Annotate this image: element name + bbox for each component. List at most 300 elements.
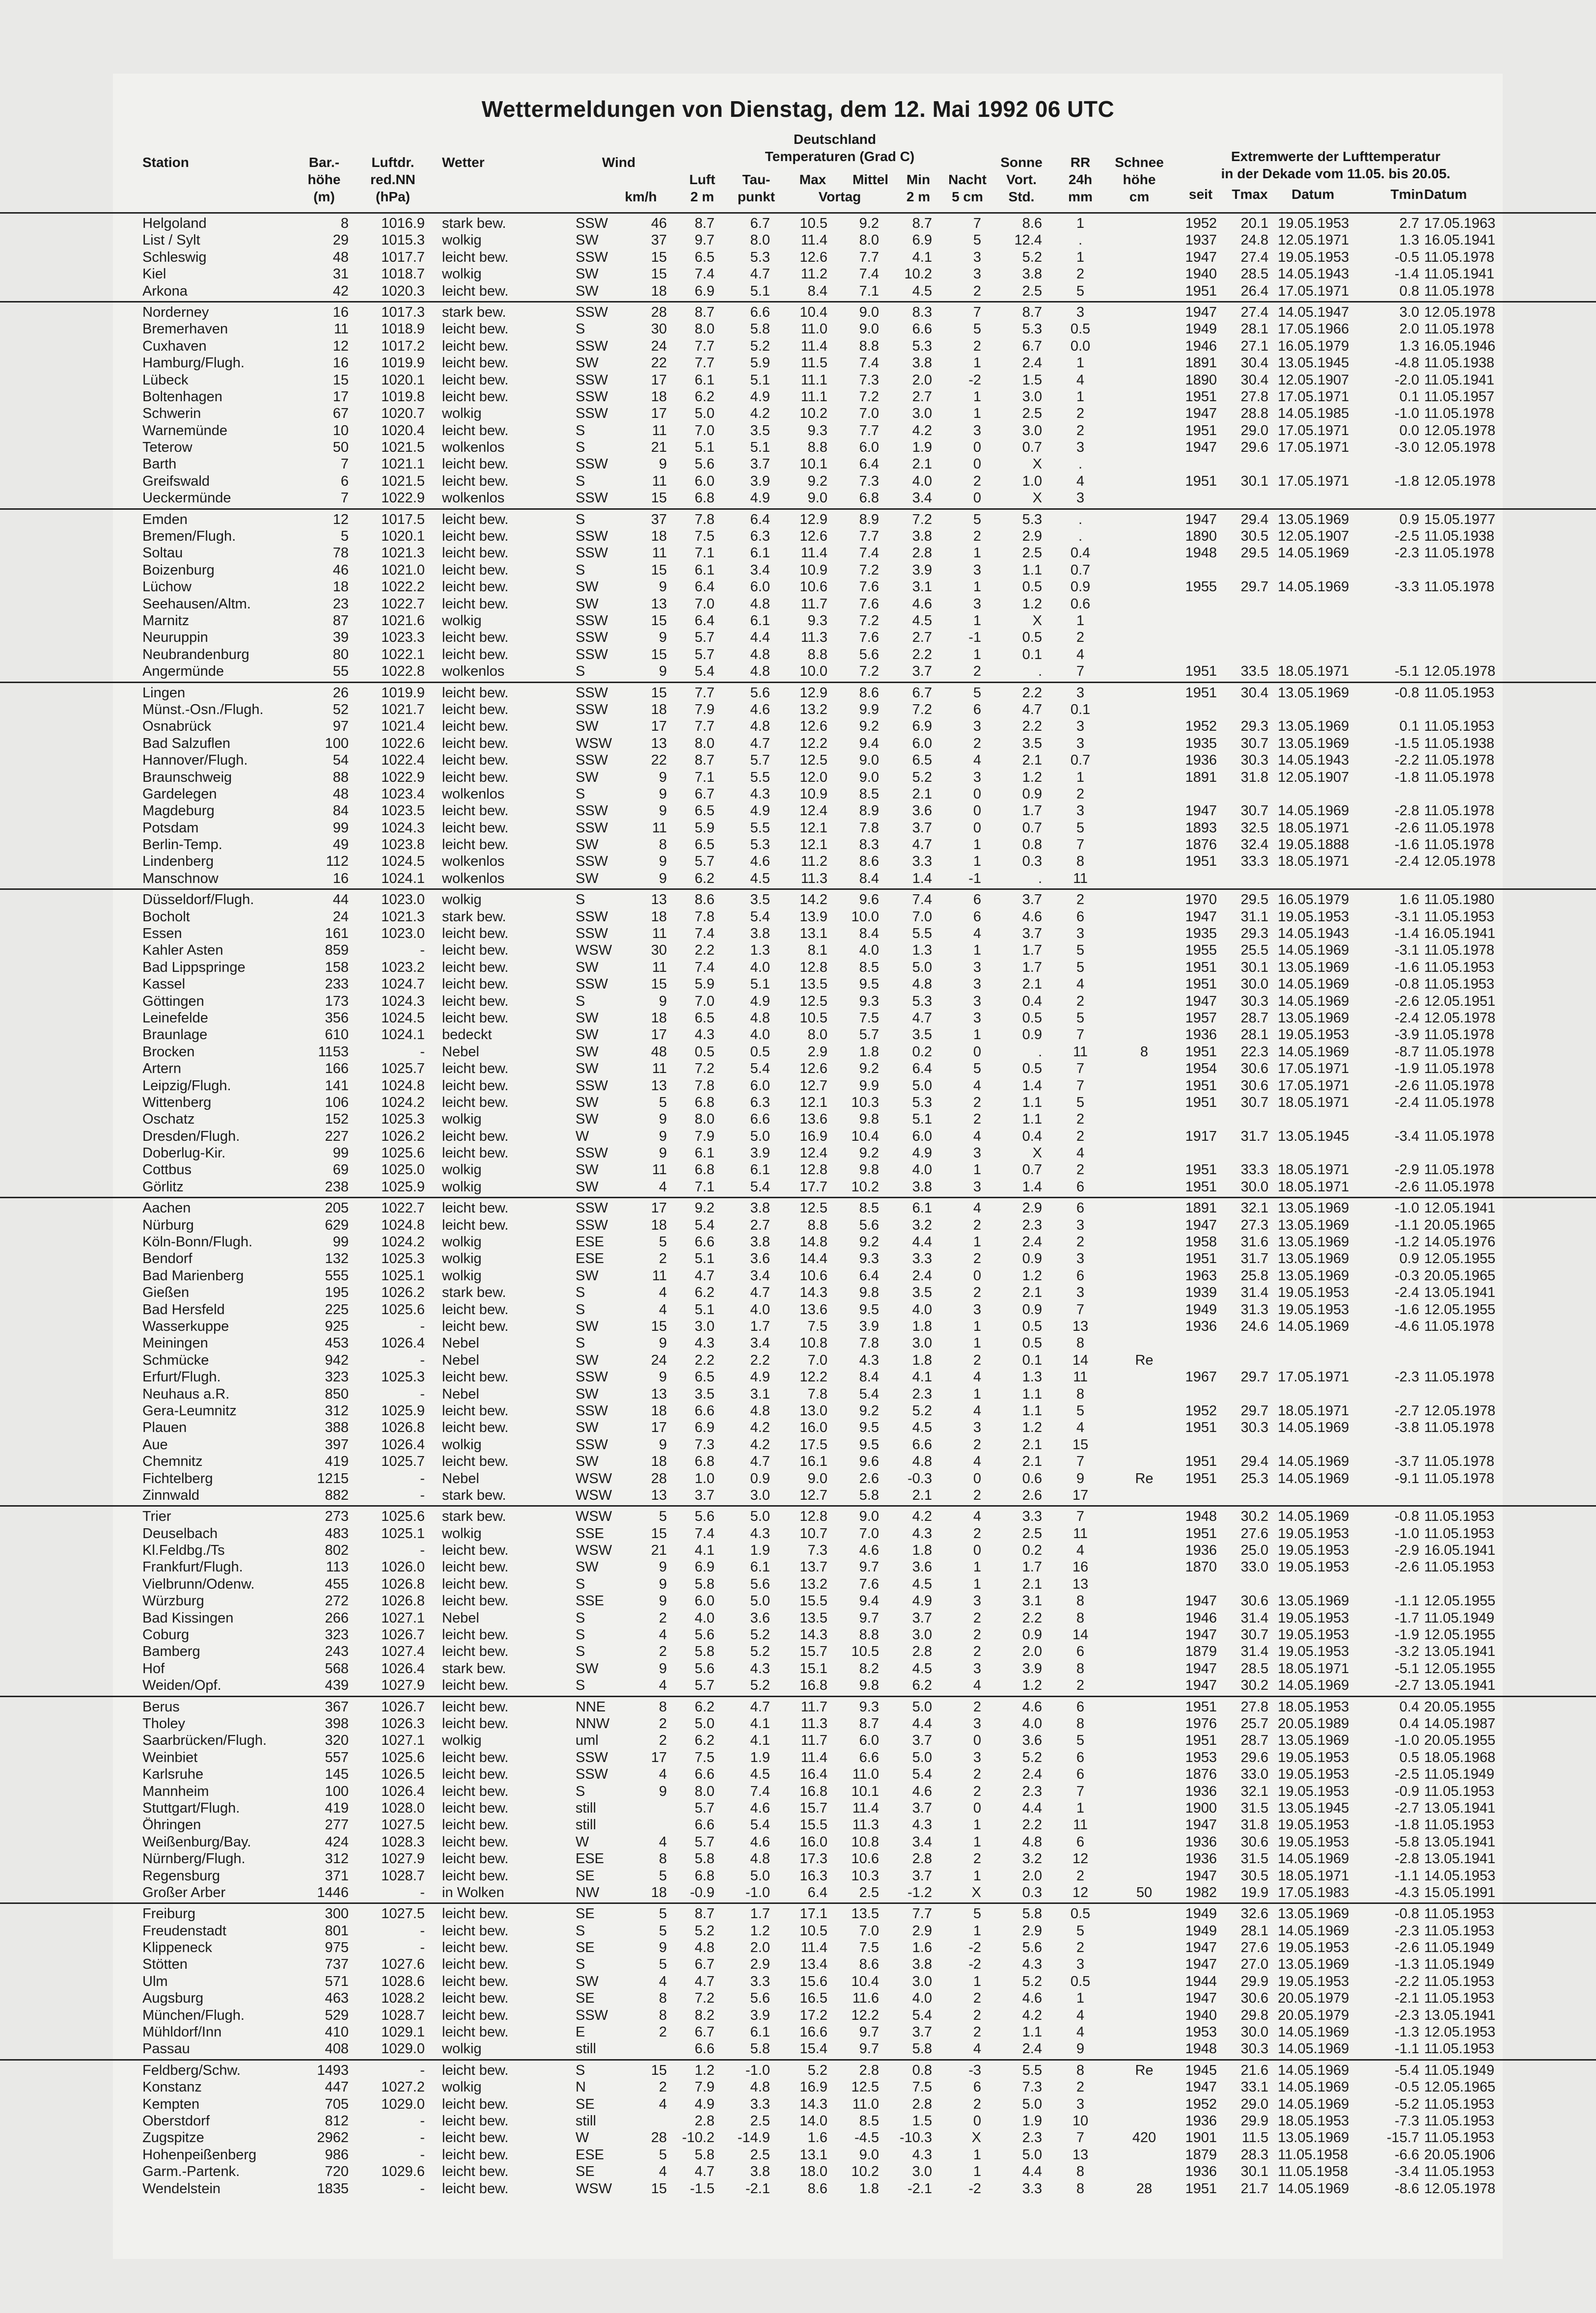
cell-nacht: 3 (973, 1145, 981, 1161)
cell-mittel: 6.8 (859, 490, 879, 506)
cell-luft: 5.6 (694, 456, 715, 472)
cell-barhoehe: 10 (332, 422, 349, 439)
cell-wind-dir: WSW (576, 1542, 612, 1559)
cell-rr: 2 (1076, 892, 1085, 908)
cell-mittel: 11.4 (852, 1800, 879, 1816)
cell-wetter: wolkenlos (442, 440, 505, 456)
cell-sonne: 0.7 (1022, 820, 1042, 836)
cell-wetter: leicht bew. (442, 1369, 509, 1385)
cell-barhoehe: 439 (325, 1678, 349, 1694)
cell-luft: 7.4 (694, 1525, 715, 1542)
cell-wind-speed: 21 (651, 440, 667, 456)
cell-luft: 5.7 (694, 1800, 715, 1816)
cell-luftdruck: 1025.1 (381, 1525, 425, 1542)
cell-taupunkt: 4.8 (750, 646, 770, 662)
cell-luft: 6.6 (694, 2041, 715, 2057)
cell-datum-min: 11.05.1949 (1424, 2062, 1494, 2078)
cell-max: 16.3 (799, 1868, 827, 1884)
cell-nacht: 2 (973, 1111, 981, 1128)
cell-wetter: leicht bew. (442, 422, 509, 439)
cell-luftdruck: 1023.8 (381, 837, 425, 853)
cell-tmin: -1.5 (1395, 735, 1419, 751)
cell-wetter: wolkenlos (442, 786, 505, 802)
cell-sonne: 0.7 (1022, 440, 1042, 456)
cell-seit: 1935 (1185, 926, 1217, 942)
cell-rr: 3 (1076, 440, 1085, 456)
cell-datum-min: 11.05.1953 (1424, 2130, 1494, 2146)
table-row (0, 422, 1596, 439)
cell-station: Fichtelberg (142, 1470, 213, 1487)
cell-wind-dir: S (576, 1627, 585, 1643)
cell-wind-speed: 18 (651, 1403, 667, 1419)
table-row (0, 646, 1596, 663)
cell-rr: 6 (1076, 1766, 1085, 1783)
cell-wind-dir: SSW (576, 1436, 608, 1453)
cell-station: Norderney (142, 304, 209, 320)
cell-wind-dir: SW (576, 1386, 599, 1402)
cell-tmax: 30.0 (1240, 2024, 1268, 2040)
cell-station: Schmücke (142, 1352, 209, 1368)
cell-luftdruck: 1019.9 (381, 355, 425, 371)
cell-nacht: 1 (973, 854, 981, 870)
cell-max: 11.7 (800, 1733, 827, 1749)
cell-datum-max: 17.05.1971 (1278, 1077, 1349, 1094)
cell-wetter: leicht bew. (442, 1128, 509, 1144)
cell-tmax: 32.5 (1240, 820, 1268, 836)
cell-seit: 1890 (1185, 528, 1217, 545)
cell-min: 1.5 (912, 2113, 932, 2129)
cell-luft: 5.7 (694, 630, 715, 646)
cell-seit: 1952 (1185, 216, 1217, 231)
cell-barhoehe: 1153 (318, 1044, 349, 1060)
cell-min: 4.4 (912, 1234, 932, 1250)
cell-nacht: 7 (973, 216, 981, 231)
cell-min: 5.3 (912, 338, 932, 354)
table-row (0, 562, 1596, 578)
cell-taupunkt: 5.6 (750, 1576, 770, 1592)
cell-rr: 7 (1076, 663, 1085, 680)
cell-datum-min: 12.05.1955 (1424, 1301, 1496, 1318)
cell-wetter: leicht bew. (442, 511, 509, 527)
cell-mittel: 9.6 (859, 892, 879, 908)
cell-luftdruck: 1028.3 (381, 1834, 425, 1850)
cell-barhoehe: 18 (332, 579, 349, 595)
cell-max: 7.3 (807, 1542, 827, 1559)
cell-rr: 1 (1076, 1990, 1085, 2007)
cell-barhoehe: 152 (325, 1111, 349, 1128)
cell-luft: 6.7 (694, 2024, 715, 2040)
cell-taupunkt: 5.0 (750, 1128, 770, 1144)
cell-station: Ulm (142, 1973, 168, 1989)
cell-tmin: 0.8 (1399, 283, 1419, 299)
cell-tmax: 30.3 (1240, 2041, 1268, 2057)
cell-wetter: stark bew. (442, 1509, 506, 1525)
cell-min: 7.2 (912, 701, 932, 717)
cell-mittel: 9.6 (859, 1454, 879, 1470)
cell-min: 4.1 (912, 249, 932, 265)
cell-luft: 8.7 (694, 1906, 715, 1922)
cell-station: Cuxhaven (142, 338, 207, 354)
cell-wind-speed: 13 (651, 892, 667, 908)
cell-station: Teterow (142, 440, 193, 456)
cell-wind-speed: 9 (659, 1111, 667, 1128)
cell-luftdruck: 1025.3 (381, 1369, 425, 1385)
cell-taupunkt: 6.4 (750, 511, 770, 527)
cell-seit: 1935 (1185, 735, 1217, 751)
cell-sonne: 1.7 (1022, 1559, 1042, 1575)
cell-rr: 5 (1076, 1094, 1085, 1110)
cell-wind-dir: SW (576, 1559, 599, 1575)
cell-datum-min: 14.05.1953 (1424, 1868, 1496, 1884)
cell-tmax: 30.7 (1240, 803, 1268, 819)
cell-min: 3.6 (912, 803, 932, 819)
cell-datum-min: 12.05.1955 (1424, 1593, 1496, 1609)
cell-sonne: 1.5 (1022, 372, 1042, 388)
cell-taupunkt: 3.8 (750, 1234, 770, 1250)
cell-wetter: leicht bew. (442, 2062, 509, 2078)
cell-luftdruck: 1026.2 (381, 1128, 425, 1144)
cell-seit: 1951 (1185, 1454, 1217, 1470)
cell-mittel: 9.3 (859, 1251, 879, 1267)
cell-wind-dir: NNE (576, 1699, 606, 1715)
cell-mittel: 7.2 (859, 388, 879, 405)
cell-sonne: X (1032, 612, 1042, 629)
cell-wind-dir: SW (576, 1010, 599, 1026)
cell-rr: 1 (1076, 216, 1085, 231)
cell-barhoehe: 15 (332, 372, 349, 388)
cell-rr: 7 (1076, 1027, 1085, 1043)
cell-datum-min: 18.05.1968 (1424, 1749, 1496, 1765)
cell-wind-speed: 9 (659, 854, 667, 870)
cell-tmax: 28.1 (1240, 1027, 1268, 1043)
cell-rr: 7 (1076, 1509, 1085, 1525)
cell-datum-min: 11.05.1978 (1424, 1061, 1494, 1077)
table-row (0, 1660, 1596, 1677)
cell-nacht: 3 (973, 1420, 981, 1436)
cell-min: 6.9 (912, 718, 932, 735)
cell-wind-speed: 2 (659, 1610, 667, 1626)
header-luftdr-2: red.NN (370, 172, 415, 187)
cell-mittel: 5.4 (859, 1386, 879, 1402)
cell-mittel: 8.3 (859, 837, 879, 853)
cell-wetter: leicht bew. (442, 735, 509, 751)
cell-wind-dir: SSW (576, 216, 608, 231)
cell-seit: 1951 (1185, 1251, 1217, 1267)
cell-rr: 7 (1076, 2130, 1085, 2146)
cell-tmin: -1.9 (1395, 1061, 1419, 1077)
cell-wind-speed: 9 (659, 769, 667, 785)
cell-barhoehe: 272 (325, 1593, 349, 1609)
cell-nacht: 1 (973, 646, 981, 662)
cell-seit: 1951 (1185, 1094, 1217, 1110)
cell-luft: 9.2 (694, 1200, 715, 1216)
cell-mittel: 9.8 (859, 1285, 879, 1301)
cell-tmin: -1.0 (1395, 406, 1419, 422)
cell-luftdruck: 1026.2 (381, 1285, 425, 1301)
cell-wind-speed: 48 (651, 1044, 667, 1060)
cell-barhoehe: 23 (332, 596, 349, 612)
cell-rr: 4 (1076, 976, 1085, 992)
cell-datum-min: 20.05.1906 (1424, 2147, 1496, 2163)
cell-barhoehe: 323 (325, 1627, 349, 1643)
station-group (0, 301, 1596, 508)
cell-tmin: -1.0 (1395, 1200, 1419, 1216)
table-row (0, 1699, 1596, 1715)
table-row (0, 1884, 1596, 1901)
header-bar-3: (m) (313, 189, 335, 204)
cell-station: Gießen (142, 1285, 190, 1301)
cell-luftdruck: 1021.5 (381, 440, 425, 456)
cell-tmax: 30.4 (1240, 355, 1268, 371)
table-row (0, 1145, 1596, 1161)
cell-datum-max: 17.05.1971 (1278, 283, 1349, 299)
cell-taupunkt: 5.0 (750, 1593, 770, 1609)
cell-wetter: leicht bew. (442, 1956, 509, 1973)
cell-wind-dir: S (576, 1301, 585, 1318)
header-nacht: Nacht (948, 172, 987, 187)
cell-max: 9.2 (807, 473, 827, 489)
cell-rr: 6 (1076, 1179, 1085, 1195)
cell-taupunkt: 4.8 (750, 1403, 770, 1419)
cell-wetter: leicht bew. (442, 926, 509, 942)
cell-sonne: 12.4 (1014, 232, 1042, 248)
cell-wind-dir: SW (576, 596, 599, 612)
cell-max: 7.5 (807, 1319, 827, 1334)
cell-min: 10.2 (904, 266, 932, 282)
cell-station: Braunlage (142, 1027, 208, 1043)
cell-nacht: 2 (973, 283, 981, 299)
cell-wind-speed: 8 (659, 837, 667, 853)
cell-datum-min: 11.05.1978 (1424, 1454, 1494, 1470)
cell-station: Bad Marienberg (142, 1267, 244, 1284)
cell-wetter: wolkig (442, 892, 482, 908)
cell-barhoehe: 320 (325, 1733, 349, 1749)
cell-mittel: 6.4 (859, 456, 879, 472)
cell-wind-dir: WSW (576, 942, 612, 959)
cell-wetter: wolkenlos (442, 663, 505, 680)
cell-seit: 1951 (1185, 1525, 1217, 1542)
cell-datum-max: 14.05.1969 (1278, 2041, 1349, 2057)
cell-taupunkt: 1.9 (750, 1542, 770, 1559)
cell-station: Öhringen (142, 1817, 201, 1833)
cell-taupunkt: 4.7 (750, 1699, 770, 1715)
table-row (0, 925, 1596, 942)
cell-luftdruck: 1024.3 (381, 993, 425, 1009)
cell-taupunkt: -1.0 (745, 1884, 770, 1900)
cell-wind-speed: 2 (659, 2024, 667, 2040)
cell-datum-max: 19.05.1953 (1278, 1834, 1349, 1850)
cell-wind-dir: still (576, 2113, 596, 2129)
cell-barhoehe: 397 (325, 1436, 349, 1453)
cell-min: 4.0 (912, 1162, 932, 1178)
cell-rr: 8 (1076, 1593, 1085, 1609)
cell-sonne: 2.4 (1022, 1766, 1042, 1783)
cell-wind-dir: S (576, 1576, 585, 1592)
cell-wind-speed: 9 (659, 1335, 667, 1351)
cell-luft: 5.8 (694, 1644, 715, 1660)
cell-station: Chemnitz (142, 1454, 203, 1470)
cell-wind-speed: 21 (651, 1542, 667, 1559)
cell-sonne: 0.9 (1022, 1251, 1042, 1267)
cell-wind-dir: SSW (576, 1077, 608, 1094)
cell-datum-min: 11.05.1978 (1424, 837, 1494, 853)
table-row (0, 1470, 1596, 1487)
cell-barhoehe: 112 (326, 854, 349, 870)
cell-wind-speed: 4 (659, 1285, 667, 1301)
cell-wetter: leicht bew. (442, 646, 509, 662)
cell-luftdruck: 1017.5 (381, 511, 425, 527)
header-tmax: Tmax (1232, 187, 1268, 202)
cell-min: 2.8 (912, 2096, 932, 2112)
cell-min: 5.1 (912, 1111, 932, 1128)
cell-seit: 1947 (1185, 2079, 1217, 2095)
cell-barhoehe: 31 (332, 266, 349, 282)
cell-datum-max: 19.05.1953 (1278, 1627, 1349, 1643)
cell-tmin: -3.4 (1395, 1128, 1419, 1144)
cell-wind-speed: 2 (659, 1715, 667, 1732)
cell-max: 16.6 (799, 2024, 827, 2040)
cell-seit: 1893 (1185, 820, 1217, 836)
cell-wind-speed: 18 (651, 1217, 667, 1233)
cell-taupunkt: 6.1 (750, 545, 770, 561)
cell-luftdruck: 1026.7 (381, 1699, 425, 1715)
cell-tmin: -2.3 (1395, 545, 1419, 561)
cell-sonne: 3.5 (1022, 735, 1042, 751)
cell-datum-max: 12.05.1907 (1278, 769, 1349, 785)
cell-nacht: 0 (973, 1800, 981, 1816)
cell-tmin: -7.3 (1395, 2113, 1419, 2129)
cell-luftdruck: 1023.3 (381, 630, 425, 646)
cell-tmin: -2.3 (1395, 1369, 1419, 1385)
cell-seit: 1946 (1185, 338, 1217, 354)
cell-tmin: -2.1 (1395, 1990, 1419, 2007)
cell-rr: 5 (1076, 1733, 1085, 1749)
cell-station: Würzburg (142, 1593, 204, 1609)
cell-wind-speed: 18 (651, 909, 667, 925)
cell-mittel: 6.6 (859, 1749, 879, 1765)
cell-luft: 5.6 (694, 1509, 715, 1525)
cell-max: 13.4 (799, 1956, 827, 1973)
cell-max: 1.6 (807, 2130, 827, 2146)
cell-datum-max: 14.05.1969 (1278, 2062, 1349, 2078)
cell-wind-speed: 8 (659, 2007, 667, 2023)
cell-wind-speed: 13 (651, 1487, 667, 1503)
cell-luftdruck: 1021.7 (381, 701, 425, 717)
cell-tmax: 29.5 (1240, 545, 1268, 561)
cell-luftdruck: 1025.7 (381, 1061, 425, 1077)
cell-barhoehe: 88 (332, 769, 349, 785)
cell-wetter: leicht bew. (442, 1077, 509, 1094)
cell-station: Aachen (142, 1200, 191, 1216)
cell-mittel: 11.0 (852, 2096, 879, 2112)
cell-max: 17.1 (799, 1906, 827, 1922)
cell-wind-dir: SW (576, 579, 599, 595)
cell-min: 5.0 (912, 1077, 932, 1094)
cell-max: 11.3 (800, 630, 827, 646)
cell-datum-min: 15.05.1991 (1424, 1884, 1496, 1900)
cell-station: Vielbrunn/Odenw. (142, 1576, 255, 1592)
cell-tmin: -1.4 (1395, 266, 1419, 282)
cell-luft: 5.4 (694, 1217, 715, 1233)
cell-max: 8.8 (807, 1217, 827, 1233)
cell-taupunkt: 4.3 (750, 1525, 770, 1542)
table-row (0, 752, 1596, 769)
table-row (0, 321, 1596, 337)
cell-rr: 6 (1076, 1644, 1085, 1660)
cell-sonne: 5.6 (1022, 1940, 1042, 1956)
cell-max: 9.3 (807, 612, 827, 629)
cell-datum-max: 17.05.1971 (1278, 440, 1349, 456)
cell-nacht: 4 (973, 1128, 981, 1144)
cell-luft: 1.0 (694, 1470, 715, 1487)
cell-tmax: 27.8 (1240, 1699, 1268, 1715)
cell-sonne: 1.3 (1022, 1369, 1042, 1385)
cell-station: Bad Kissingen (142, 1610, 234, 1626)
cell-datum-min: 16.05.1941 (1424, 1542, 1496, 1559)
cell-luftdruck: 1018.9 (381, 321, 425, 337)
header-sonne-std: Std. (1008, 189, 1035, 204)
cell-datum-min: 11.05.1949 (1424, 1610, 1494, 1626)
cell-taupunkt: 5.2 (750, 1678, 770, 1694)
cell-sonne: 2.5 (1022, 283, 1042, 299)
cell-station: Aue (142, 1436, 168, 1453)
cell-wind-speed: 9 (659, 993, 667, 1009)
cell-datum-min: 11.05.1953 (1424, 1559, 1494, 1575)
cell-seit: 1948 (1185, 1509, 1217, 1525)
cell-seit: 1946 (1185, 1610, 1217, 1626)
cell-luftdruck: 1024.2 (381, 1234, 425, 1250)
cell-station: Kempten (142, 2096, 200, 2112)
cell-sonne: 3.1 (1022, 1593, 1042, 1609)
cell-tmin: -2.7 (1395, 1678, 1419, 1694)
cell-tmin: -1.1 (1395, 2041, 1419, 2057)
cell-tmin: -3.9 (1395, 1027, 1419, 1043)
header-schnee-hoehe: höhe (1123, 172, 1156, 187)
cell-taupunkt: 4.8 (750, 1851, 770, 1867)
cell-station: Großer Arber (142, 1884, 226, 1900)
cell-luftdruck: 1024.8 (381, 1077, 425, 1094)
table-row (0, 1610, 1596, 1626)
cell-wind-speed: 9 (659, 1128, 667, 1144)
cell-taupunkt: 4.1 (750, 1733, 770, 1749)
cell-wind-dir: SE (576, 1868, 595, 1884)
cell-tmax: 26.4 (1240, 283, 1268, 299)
cell-rr: 4 (1076, 372, 1085, 388)
cell-seit: 1958 (1185, 1234, 1217, 1250)
cell-luft: 8.0 (694, 321, 715, 337)
cell-seit: 1944 (1185, 1973, 1217, 1989)
table-row (0, 1352, 1596, 1369)
cell-barhoehe: 557 (325, 1749, 349, 1765)
cell-datum-max: 17.05.1971 (1278, 1369, 1349, 1385)
cell-wind-dir: SSE (576, 1593, 605, 1609)
cell-barhoehe: 408 (325, 2041, 349, 2057)
cell-datum-max: 17.05.1971 (1278, 388, 1349, 405)
cell-station: Neuhaus a.R. (142, 1386, 230, 1402)
cell-luft: 6.7 (694, 786, 715, 802)
cell-taupunkt: 4.1 (750, 1715, 770, 1732)
cell-datum-min: 11.05.1978 (1424, 1420, 1494, 1436)
cell-barhoehe: 106 (325, 1094, 349, 1110)
cell-wind-speed: 17 (651, 372, 667, 388)
cell-min: 3.1 (912, 579, 932, 595)
cell-luft: 4.3 (694, 1027, 715, 1043)
cell-wind-dir: SSW (576, 685, 608, 701)
cell-luftdruck: 1016.9 (381, 216, 425, 231)
cell-wind-dir: SSW (576, 752, 608, 769)
cell-station: Garm.-Partenk. (142, 2164, 240, 2180)
cell-wind-dir: SSW (576, 528, 608, 545)
